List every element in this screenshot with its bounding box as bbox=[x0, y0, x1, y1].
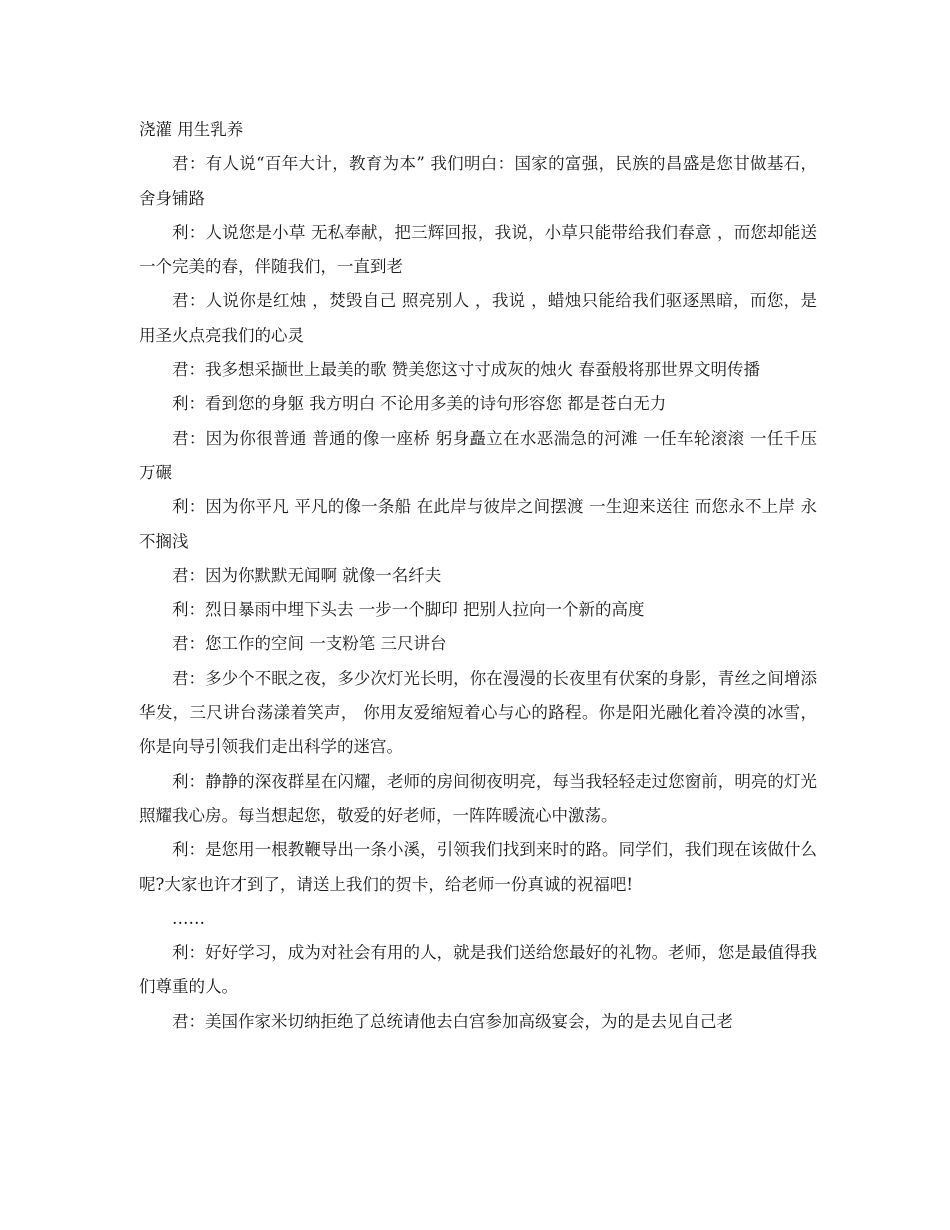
paragraph: 君：人说你是红烛 ，焚毁自己 照亮别人 ，我说 ，蜡烛只能给我们驱逐黑暗，而您，是用圣火点亮我们的心灵 bbox=[139, 291, 817, 345]
document-body bbox=[139, 113, 817, 1039]
paragraph: 浇灌 用生乳养 bbox=[139, 120, 244, 139]
paragraph: 君：我多想采撷世上最美的歌 赞美您这寸寸成灰的烛火 春蚕般将那世界文明传播 bbox=[172, 360, 760, 380]
ellipsis-line: …… bbox=[172, 908, 205, 928]
paragraph: 利：烈日暴雨中埋下头去 一步一个脚印 把别人拉向一个新的高度 bbox=[172, 600, 645, 620]
paragraph: 利：看到您的身躯 我方明白 不论用多美的诗句形容您 都是苍白无力 bbox=[172, 394, 667, 414]
paragraph: 君：多少个不眠之夜，多少次灯光长明，你在漫漫的长夜里有伏案的身影，青丝之间增添华发，三尺讲台荡漾着笑声， 你用友爱缩短着心与心的路程。你是阳光融化着冷漠的冰雪，你是向导引领我们走出科学的迷宫。 bbox=[139, 668, 817, 757]
paragraph: 利：好好学习，成为对社会有用的人，就是我们送给您最好的礼物。老师，您是最值得我们尊重的人。 bbox=[139, 943, 817, 997]
paragraph: 利：因为你平凡 平凡的像一条船 在此岸与彼岸之间摆渡 一生迎来送往 而您永不上岸 永不搁浅 bbox=[139, 497, 817, 551]
paragraph: 君：有人说“百年大计，教育为本” 我们明白：国家的富强，民族的昌盛是您甘做基石，舍身铺路 bbox=[139, 154, 817, 208]
paragraph: 君：美国作家米切纳拒绝了总统请他去白宫参加高级宴会，为的是去见自己老 bbox=[172, 1011, 733, 1031]
paragraph: 利：是您用一根教鞭导出一条小溪，引领我们找到来时的路。同学们，我们现在该做什么呢?大家也许才到了，请送上我们的贺卡，给老师一份真诚的祝福吧! bbox=[139, 840, 817, 894]
paragraph: 利：人说您是小草 无私奉献，把三辉回报，我说，小草只能带给我们春意 ，而您却能送一个完美的春，伴随我们，一直到老 bbox=[139, 222, 817, 277]
paragraph: 利：静静的深夜群星在闪耀，老师的房间彻夜明亮，每当我轻轻走过您窗前，明亮的灯光照耀我心房。每当想起您，敬爱的好老师，一阵阵暖流心中激荡。 bbox=[139, 771, 817, 825]
paragraph: 君：因为你很普通 普通的像一座桥 躬身矗立在水恶湍急的河滩 一任车轮滚滚 一任千压万碾 bbox=[139, 428, 817, 482]
paragraph: 君：因为你默默无闻啊 就像一名纤夫 bbox=[172, 565, 442, 585]
paragraph: 君：您工作的空间 一支粉笔 三尺讲台 bbox=[172, 634, 447, 654]
